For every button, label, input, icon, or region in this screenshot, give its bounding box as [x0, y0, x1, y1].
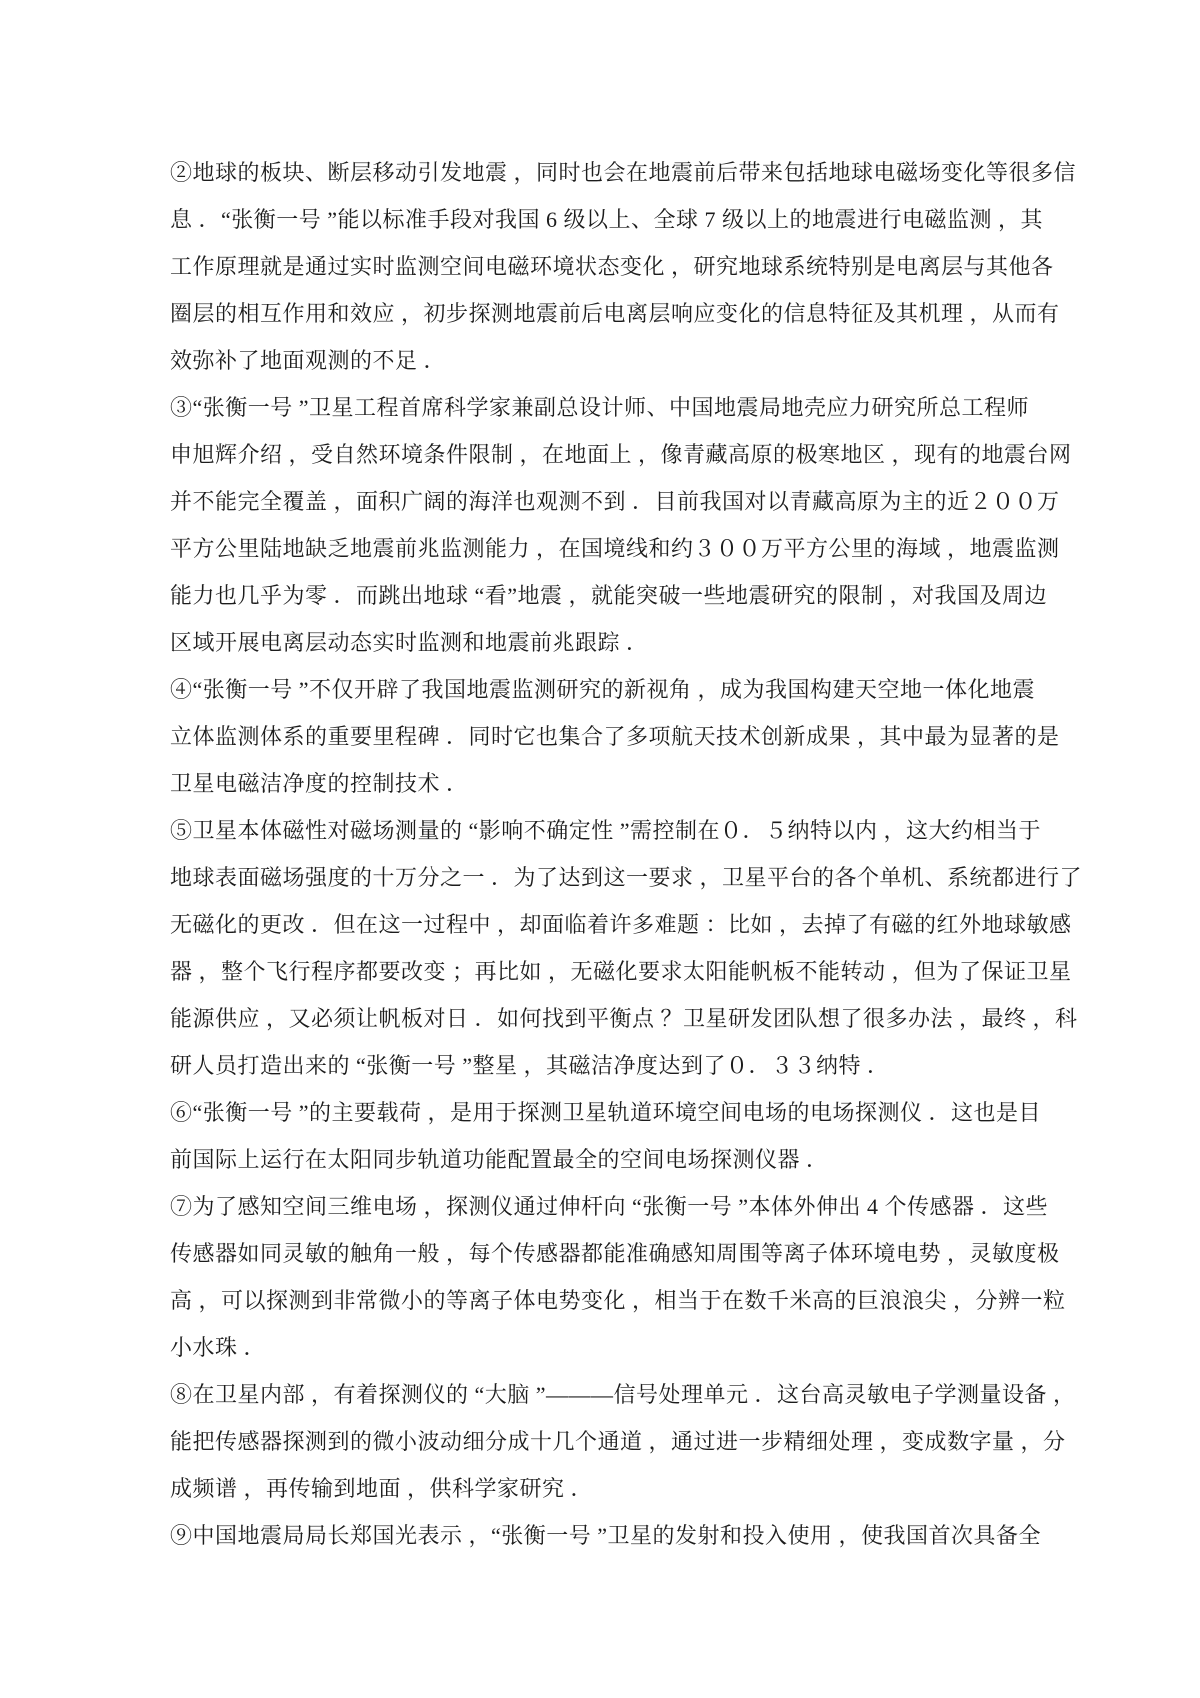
text-line: 息 ．“张衡一号 ”能以标准手段对我国 6 级以上、全球 7 级以上的地震进行电磁监测 ，其	[170, 207, 1044, 232]
text-line: 立体监测体系的重要里程碑 ．同时它也集合了多项航天技术创新成果 ，其中最为显著的是	[170, 724, 1060, 749]
text-line: ⑤卫星本体磁性对磁场测量的 “影响不确定性 ”需控制在０．５纳特以内 ，这大约相当于	[170, 818, 1042, 843]
paragraph-3	[170, 666, 1060, 807]
text-line: 能力也几乎为零 ．而跳出地球 “看”地震 ，就能突破一些地震研究的限制 ，对我国及周边	[170, 583, 1048, 608]
text-line: 地球表面磁场强度的十万分之一 ．为了达到这一要求 ，卫星平台的各个单机、系统都进行了	[170, 865, 1083, 890]
text-line: 小水珠 ．	[170, 1335, 267, 1360]
text-line: ⑥“张衡一号 ”的主要载荷 ，是用于探测卫星轨道环境空间电场的电场探测仪 ．这也是目	[170, 1100, 1042, 1125]
text-line: 工作原理就是通过实时监测空间电磁环境状态变化 ，研究地球系统特别是电离层与其他各	[170, 254, 1054, 279]
text-line: 研人员打造出来的 “张衡一号 ”整星 ，其磁洁净度达到了０．３３纳特 ．	[170, 1053, 890, 1078]
text-line: 效弥补了地面观测的不足 ．	[170, 348, 447, 373]
text-line: 无磁化的更改 ．但在这一过程中 ，却面临着许多难题 ：比如 ，去掉了有磁的红外地球敏感	[170, 912, 1072, 937]
text-line: ④“张衡一号 ”不仅开辟了我国地震监测研究的新视角 ，成为我国构建天空地一体化地震	[170, 677, 1036, 702]
paragraph-8	[170, 1512, 1042, 1559]
text-line: ③“张衡一号 ”卫星工程首席科学家兼副总设计师、中国地震局地壳应力研究所总工程师	[170, 395, 1030, 420]
text-line: 并不能完全覆盖 ，面积广阔的海洋也观测不到 ．目前我国对以青藏高原为主的近２００万	[170, 489, 1060, 514]
text-line: 区域开展电离层动态实时监测和地震前兆跟踪 ．	[170, 630, 649, 655]
text-line: 能把传感器探测到的微小波动细分成十几个通道 ，通过进一步精细处理 ，变成数字量 ，分	[170, 1429, 1066, 1454]
text-line: 平方公里陆地缺乏地震前兆监测能力 ，在国境线和约３００万平方公里的海域 ，地震监测	[170, 536, 1060, 561]
text-line: 卫星电磁洁净度的控制技术 ．	[170, 771, 469, 796]
paragraph-5	[170, 1089, 1042, 1183]
text-line: ⑦为了感知空间三维电场 ，探测仪通过伸杆向 “张衡一号 ”本体外伸出 4 个传感器 ．这些	[170, 1194, 1049, 1219]
paragraph-1	[170, 149, 1077, 384]
text-line: 前国际上运行在太阳同步轨道功能配置最全的空间电场探测仪器 ．	[170, 1147, 829, 1172]
document-body	[170, 149, 1083, 1559]
text-line: 圈层的相互作用和效应 ，初步探测地震前后电离层响应变化的信息特征及其机理 ，从而有	[170, 301, 1060, 326]
text-line: ⑧在卫星内部 ，有着探测仪的 “大脑 ”———信号处理单元 ．这台高灵敏电子学测量设备 ，	[170, 1382, 1076, 1407]
paragraph-7	[170, 1371, 1076, 1512]
text-line: 能源供应 ，又必须让帆板对日 ．如何找到平衡点 ？卫星研发团队想了很多办法 ，最终 ，科	[170, 1006, 1078, 1031]
paragraph-4	[170, 807, 1083, 1089]
text-line: 申旭辉介绍 ，受自然环境条件限制 ，在地面上 ，像青藏高原的极寒地区 ，现有的地震台网	[170, 442, 1072, 467]
text-line: 器 ，整个飞行程序都要改变 ；再比如 ，无磁化要求太阳能帆板不能转动 ，但为了保证卫星	[170, 959, 1072, 984]
paragraph-6	[170, 1183, 1066, 1371]
text-line: 成频谱 ，再传输到地面 ，供科学家研究 ．	[170, 1476, 594, 1501]
text-line: 高 ，可以探测到非常微小的等离子体电势变化 ，相当于在数千米高的巨浪浪尖 ，分辨一粒	[170, 1288, 1066, 1313]
text-line: ②地球的板块、断层移动引发地震 ，同时也会在地震前后带来包括地球电磁场变化等很多信	[170, 160, 1077, 185]
paragraph-2	[170, 384, 1072, 666]
text-line: 传感器如同灵敏的触角一般 ，每个传感器都能准确感知周围等离子体环境电势 ，灵敏度极	[170, 1241, 1060, 1266]
text-line: ⑨中国地震局局长郑国光表示 ，“张衡一号 ”卫星的发射和投入使用 ，使我国首次具备全	[170, 1523, 1042, 1548]
